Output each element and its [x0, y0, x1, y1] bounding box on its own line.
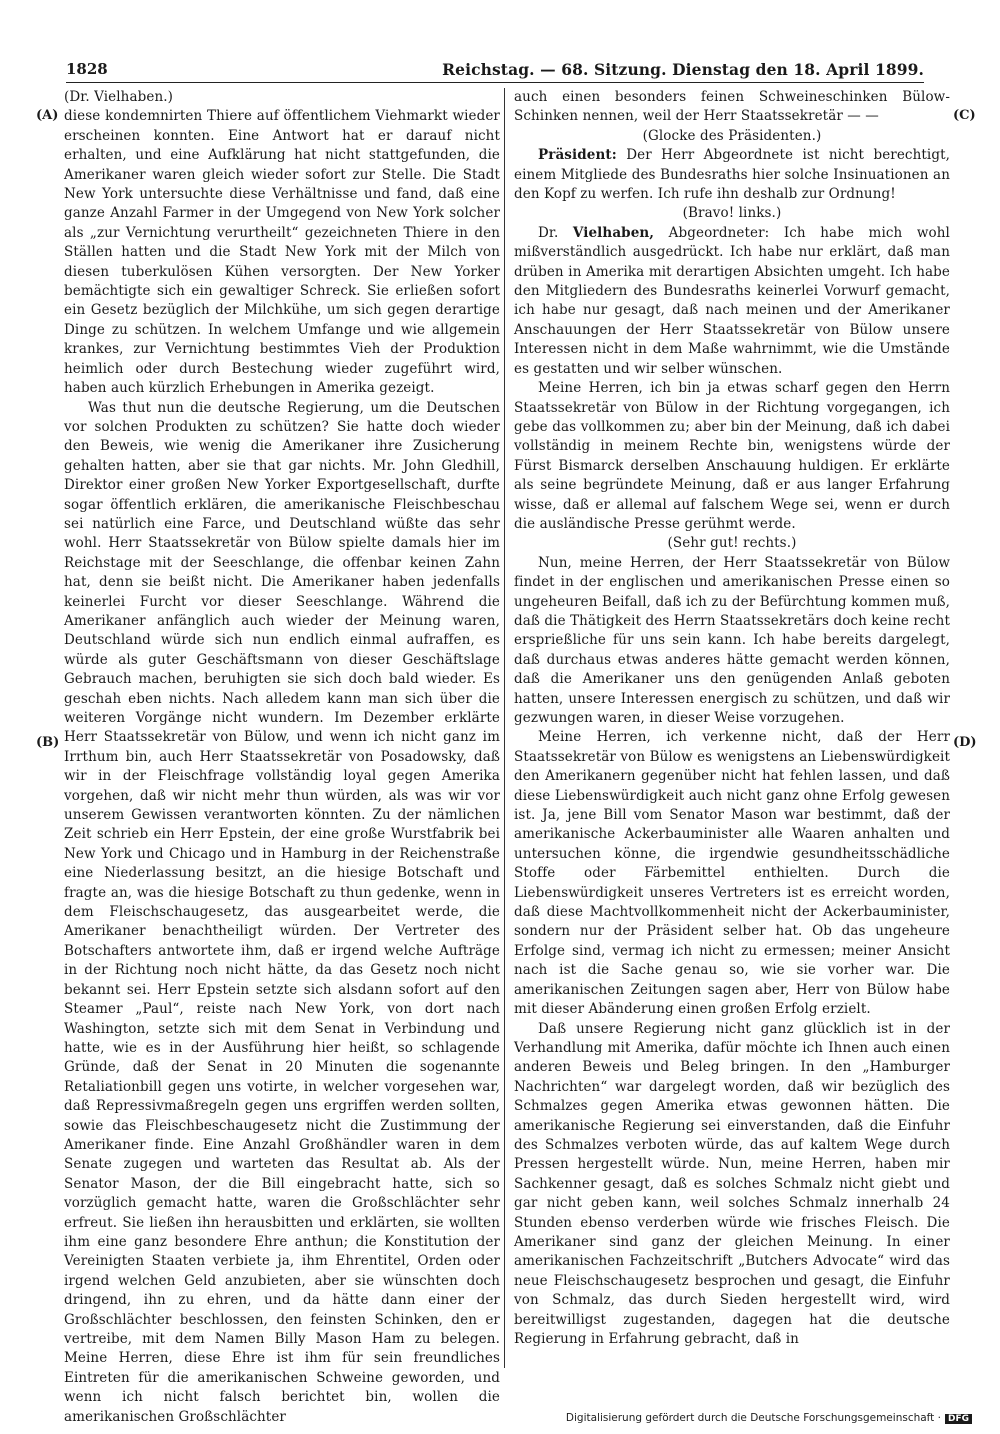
- speaker-role: Abgeordneter:: [668, 224, 770, 241]
- paragraph: Daß unsere Regierung nicht ganz glücklich ist in der Verhandlung mit Amerika, dafür möchte ich Ihnen auch einen anderen Beweis und Beleg bringen. In den „Hamburger Nachrichten“ war dargelegt worden, daß wir bezüglich des Schmalzes gegen Amerika etwas gewonnen hätten. Die amerikanische Regierung sei einverstanden, daß die Einfuhr des Schmalzes verboten würde, das auf kaltem Wege durch Pressen hergestellt würde. Nun, meine Herren, haben mir Sachkenner gesagt, daß es solches Schmalz nicht giebt und gar nicht geben kann, weil solches Schmalz innerhalb 24 Stunden ebenso verderben würde wie frisches Fleisch. Die Amerikaner sind ganz der gleichen Meinung. In einer amerikanischen Fachzeitschrift „Butchers Advocate“ wird das neue Fleischschaugesetz besprochen und gesagt, die Einfuhr von Schmalz, das durch Sieden hergestellt wird, wird bereitwilligst zugestanden, dagegen hat die deutsche Regierung in Erfahrung gebracht, daß in: [514, 1020, 950, 1347]
- speaker-text: Ich habe mich wohl mißverständlich ausgedrückt. Ich habe nur erklärt, daß man drüben in Amerika mit derartigen Absichten umgeht. Ich habe den Mitgliedern des Bundesraths keinerlei Vorwurf gemacht, ich habe nur gesagt, daß nach meinen und der Amerikaner Anschauungen der Herr Staatssekretär von Bülow unsere Interessen nicht in dem Maße wahrnimmt, wie die Umstände es gestatten und wir selber wünschen.: [514, 224, 950, 377]
- dfg-logo: DFG: [945, 1414, 972, 1424]
- paragraph: Meine Herren, ich verkenne nicht, daß der Herr Staatssekretär von Bülow es wenigstens an Liebenswürdigkeit den Amerikanern gegenüber nicht hat fehlen lassen, und daß diese Liebenswürdigkeit auch nicht ganz ohne Erfolg gewesen ist. Ja, jene Bill vom Senator Mason war bestimmt, daß der amerikanische Ackerbauminister alle Waaren anhalten und untersuchen könne, die irgendwie gesundheitsschädliche Stoffe oder Färbemittel enthielten. Durch die Liebenswürdigkeit unseres Vertreters ist es erreicht worden, daß diese Machtvollkommenheit nicht der Ackerbauminister, sondern nur der Präsident selber hat. Ob das ungeheure Erfolge sind, vermag ich nicht zu ermessen; meiner Ansicht nach ist die Sache genau so, wie sie vorher war. Die amerikanischen Zeitungen sagen aber, Herr von Bülow habe mit dieser Abänderung einen großen Erfolg erzielt.: [514, 729, 950, 1018]
- president-label: Präsident:: [538, 147, 617, 164]
- speaker-name: Vielhaben,: [572, 224, 655, 241]
- margin-marker-c: (C): [953, 108, 976, 123]
- interjection-bell: (Glocke des Präsidenten.): [642, 127, 822, 144]
- right-column: [514, 88, 950, 1349]
- margin-marker-b: (B): [36, 735, 60, 750]
- paragraph: diese kondemnirten Thiere auf öffentlichem Viehmarkt wieder erscheinen konnten. Eine Antwort hat er darauf nicht erhalten, und eine Aufklärung hat nicht stattgefunden, die Amerikaner waren gleich wieder sofort zur Stelle. Die Stadt New York untersuchte diese Verhältnisse und fand, daß eine ganze Anzahl Farmer in der Umgegend von New York solcher als „zur Vernichtung verurtheilt“ gezeichneten Thiere in den Ställen hatten und die Stadt New York mit der Milch von diesen tuberkulösen Kühen versorgten. Der New Yorker bemächtigte sich ein gewaltiger Schreck. Sie erließen sofort ein Gesetz bezüglich der Milchkühe, um sich gegen derartige Dinge zu schützen. In welchem Umfange und wie allgemein krankes, zur Vernichtung bestimmtes Vieh der Produktion heimlich oder durch Bestechung wieder zugeführt wird, haben auch kürzlich Erhebungen in Amerika gezeigt.: [64, 108, 500, 397]
- paragraph: Nun, meine Herren, der Herr Staatssekretär von Bülow findet in der englischen und amerikanischen Presse einen so ungeheuren Beifall, daß ich zu der Befürchtung kommen muß, daß die Thätigkeit des Herrn Staatssekretärs doch keine recht ersprießliche für uns sein kann. Ich habe bereits dargelegt, daß durchaus etwas anderes hätte gemacht werden können, daß die Amerikaner uns den genügenden Anlaß geboten hatten, unsere Interessen energisch zu schützen, und daß wir gezwungen waren, in dieser Weise vorzugehen.: [514, 554, 950, 726]
- page-header: [66, 60, 924, 82]
- president-statement: [514, 146, 950, 204]
- interjection-bravo: (Bravo! links.): [682, 205, 782, 222]
- president-text: Der Herr Abgeordnete ist nicht berechtigt, einem Mitgliede des Bundesraths hier solche Insinuationen an den Kopf zu werfen. Ich rufe ihn deshalb zur Ordnung!: [514, 147, 950, 203]
- header-rule: [66, 82, 924, 83]
- speaker-title: Dr.: [538, 224, 559, 241]
- speaker-statement: [514, 224, 950, 379]
- running-title: Reichstag. — 68. Sitzung. Dienstag den 18. April 1899.: [442, 60, 924, 79]
- paragraph: auch einen besonders feinen Schweineschinken Bülow-Schinken nennen, weil der Herr Staatssekretär — —: [514, 89, 950, 125]
- interjection-sehr-gut: (Sehr gut! rechts.): [667, 535, 797, 552]
- paragraph: Meine Herren, ich bin ja etwas scharf gegen den Herrn Staatssekretär von Bülow in der Richtung vorgegangen, ich gebe das vollkommen zu; aber bin der Meinung, daß ich dabei vollständig in meinem Rechte bin, wenigstens würde der Fürst Bismarck derselben Anschauung huldigen. Er erklärte als seine begründete Meinung, daß er aus langer Erfahrung wisse, daß er allemal auf falschem Wege sei, wenn er durch die ausländische Presse gerühmt werde.: [514, 380, 950, 532]
- left-column: [64, 88, 500, 1427]
- running-speaker-head: (Dr. Vielhaben.): [64, 89, 174, 105]
- column-divider: [504, 88, 505, 1368]
- funding-footer: [566, 1412, 972, 1424]
- margin-marker-a: (A): [36, 108, 59, 123]
- margin-marker-d: (D): [953, 735, 977, 750]
- footer-text: Digitalisierung gefördert durch die Deutsche Forschungsgemeinschaft ·: [565, 1412, 941, 1424]
- page-number: 1828: [66, 60, 108, 78]
- paragraph: Was thut nun die deutsche Regierung, um die Deutschen vor solchen Produkten zu schützen? Sie hatte doch wieder den Beweis, wie wenig die Amerikaner ihre Zusicherung gehalten hatten, aber sie that gar nichts. Mr. John Gledhill, Direktor einer großen New Yorker Exportgesellschaft, durfte sogar öffentlich erklären, die amerikanische Fleischbeschau sei natürlich eine Farce, und Deutschland wüßte das sehr wohl. Herr Staatssekretär von Bülow spielte damals hier im Reichstage mit der Seeschlange, die offenbar keinen Zahn hat, denn sie beißt nicht. Die Amerikaner haben jedenfalls keinerlei Furcht vor dieser Seeschlange. Während die Amerikaner anfänglich auch wieder der Meinung waren, Deutschland würde sich nun endlich einmal aufraffen, es würde als guter Geschäftsmann von dieser Geschäftslage Gebrauch machen, beruhigten sie sich doch bald wieder. Es geschah eben nichts. Nach alledem kann man sich über die weiteren Vorgänge nicht wundern. Im Dezember erklärte Herr Staatssekretär von Bülow, und wenn ich nicht ganz im Irrthum bin, auch Herr Staatssekretär von Posadowsky, daß wir in der Fleischfrage vollständig loyal gegen Amerika vorgehen, daß wir nicht mehr thun würden, als was wir vor unserem Gewissen verantworten könnten. Zu der nämlichen Zeit schrieb ein Herr Epstein, der eine große Wurstfabrik bei New York und Chicago und in Hamburg in der Reichenstraße eine Niederlassung besitzt, an die hiesige Botschaft und fragte an, was die hiesige Botschaft zu thun gedenke, wenn in dem Fleischschaugesetz, das ausgearbeitet werde, die Amerikaner benachtheiligt würden. Der Vertreter des Botschafters antwortete ihm, daß er irgend welche Aufträge in der Richtung noch nicht hätte, da das Gesetz noch nicht bekannt sei. Herr Epstein setzte sich alsdann sofort auf den Steamer „Paul“, reiste nach New York, von dort nach Washington, setzte sich mit dem Senat in Verbindung und hatte, wie es in der Ausführung hier heißt, so schlagende Gründe, daß der Senat in 20 Minuten die sogenannte Retaliationbill gegen uns votirte, in welcher vorgesehen war, daß Repressivmaßregeln gegen uns ergriffen werden sollten, sowie das Fleischbeschaugesetz nicht die Zustimmung der Amerikaner finde. Eine Anzahl Großhändler waren in dem Senate zugegen und warteten das Resultat ab. Als der Senator Mason, der die Bill eingebracht hatte, sich so vorzüglich gemacht hatte, waren die Großschlächter sehr erfreut. Sie ließen ihn herausbitten und erklärten, sie wollten ihm eine ganz besondere Ehre anthun; die Konstitution der Vereinigten Staaten verbiete ja, ihm Ehrentitel, Orden oder irgend welchen Geld anzubieten, aber sie wünschten doch dringend, ihn zu ehren, und da hätte dann einer der Großschlächter beschlossen, den feinsten Schinken, den er vertreibe, mit dem Namen Billy Mason Ham zu belegen. Meine Herren, diese Ehre ist ihm für sein freundliches Eintreten für die amerikanischen Schweine geworden, und wenn ich nicht falsch berichtet bin, wollen die amerikanischen Großschlächter: [64, 399, 500, 1425]
